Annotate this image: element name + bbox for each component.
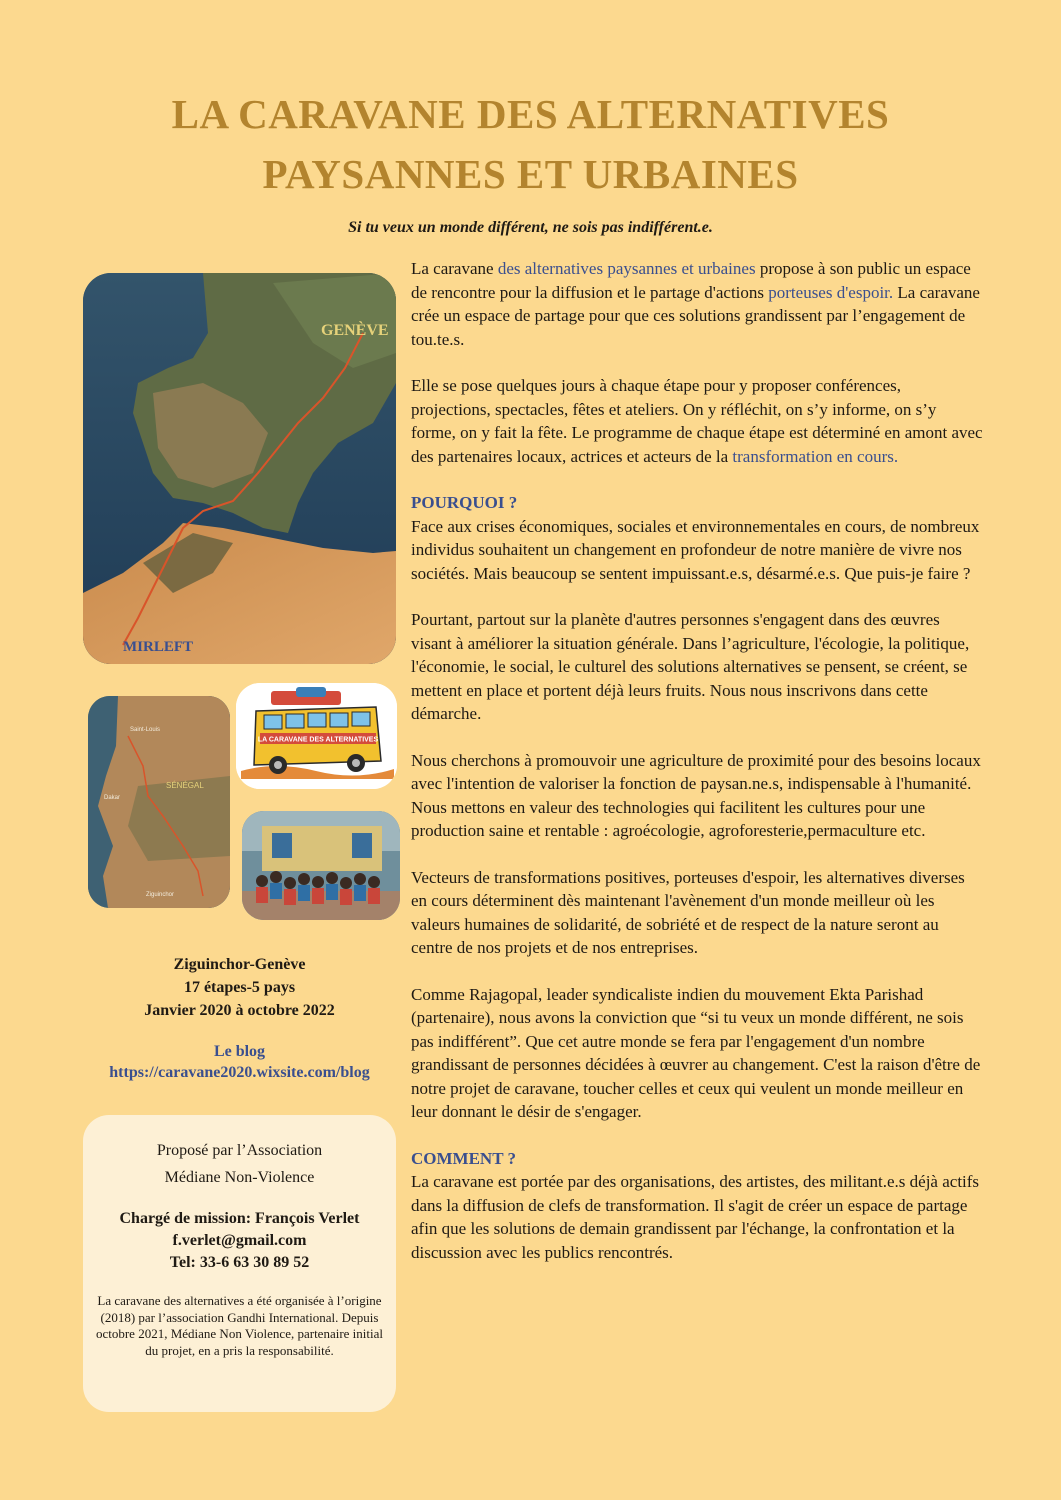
history-note: La caravane des alternatives a été organisée à l’origine (2018) par l’association Gandhi International. Depuis octobre 2021, Médiane Non Violence, partenaire initial du projet, en a pris la responsabilité. <box>95 1293 384 1358</box>
paragraph-vecteurs: Vecteurs de transformations positives, porteuses d'espoir, les alternatives diverses en cours déterminent dès maintenant l'avènement d'un monde meilleur où les valeurs humaines de solidarité, de sobriété et de respect de la nature seront au centre de nos projets et de nos entreprises. <box>411 867 965 957</box>
small-map-label-3: Dakar <box>104 795 121 801</box>
contact-email[interactable]: f.verlet@gmail.com <box>172 1232 307 1249</box>
tagline: Si tu veux un monde différent, ne sois pas indifférent.e. <box>348 219 713 236</box>
contact-block <box>83 1208 396 1274</box>
bus-sign-text: LA CARAVANE DES ALTERNATIVES <box>257 736 379 744</box>
highlight-alternatives: des alternatives paysannes et urbaines <box>497 259 756 278</box>
map-label-mirleft: MIRLEFT <box>123 639 194 655</box>
blog-label: Le blog <box>213 1043 266 1060</box>
title-line-2: PAYSANNES ET URBAINES <box>262 151 799 197</box>
paragraph-crises: Face aux crises économiques, sociales et environnementales en cours, de nombreux individus souhaitent un changement en profondeur de notre manière de vivre nos sociétés. Mais beaucoup se sentent impuissant.e.s, désarmé.e.s. Que puis-je faire ? <box>411 516 980 583</box>
text-run: Elle se pose quelques jours à chaque étape pour y proposer conférences, projections, spectacles, fêtes et ateliers. On y réfléchit, on s’y informe, on s’y forme, on y fait la fête. Le programme de chaque étape est déterminé en amont avec des partenaires locaux, actrices et acteurs de la <box>411 376 983 466</box>
small-map-label-4: Ziguinchor <box>146 892 175 898</box>
page-title <box>0 84 1061 204</box>
proposed-by <box>83 1137 396 1191</box>
association-card <box>83 1115 396 1412</box>
highlight-espoir: porteuses d'espoir. <box>768 282 894 302</box>
paragraph-pourtant: Pourtant, partout sur la planète d'autres personnes s'engagent dans des œuvres visant à améliorer la situation générale. Dans l’agriculture, l'écologie, la politique, l'économie, le social, le culturel des solutions alternatives se pensent, se créent, se mettent en place et portent déjà leurs fruits. Nous nous inscrivons dans cette démarche. <box>411 610 970 723</box>
heading-comment: COMMENT ? <box>411 1148 516 1168</box>
paragraph-intro <box>411 257 983 351</box>
heading-pourquoi: POURQUOI ? <box>411 493 518 512</box>
caravan-bus-illustration <box>236 683 397 789</box>
senegal-map-image <box>88 696 230 908</box>
main-text <box>411 257 983 1287</box>
info-stages: 17 étapes-5 pays <box>183 979 296 996</box>
route-map-image <box>83 273 396 664</box>
map-label-geneve: GENÈVE <box>321 322 389 339</box>
senegal-map-graphic <box>88 696 230 908</box>
bus-graphic <box>236 683 397 789</box>
contact-phone: Tel: 33-6 63 30 89 52 <box>169 1254 310 1271</box>
text-run: La caravane <box>411 259 498 278</box>
info-dates: Janvier 2020 à octobre 2022 <box>144 1002 335 1019</box>
small-map-label-1: Saint-Louis <box>130 727 161 733</box>
small-map-label-2: SÉNÉGAL <box>166 781 204 790</box>
proposed-line-2: Médiane Non-Violence <box>164 1169 315 1186</box>
text-run: propose à son public un espace de rencontre pour la diffusion et le partage d'actions <box>411 259 971 302</box>
group-photo <box>242 811 400 920</box>
paragraph-etapes <box>411 374 983 468</box>
paragraph-agriculture: Nous cherchons à promouvoir une agriculture de proximité pour des besoins locaux avec l'intention de valoriser la fonction de paysan.ne.s, indispensable à l'humanité. Nous mettons en valeur des technologies qui facilitent les cultures pour une production saine et rentable : agroécologie, agroforesterie,permaculture etc. <box>411 750 981 840</box>
info-route: Ziguinchor-Genève <box>173 956 306 973</box>
paragraph-comment: La caravane est portée par des organisations, des artistes, des militant.e.s déjà actifs dans la diffusion de clefs de transformation. Il s'agit de créer un espace de partage afin que les solutions de demain grandissent par l'échange, la confrontation et la discussion avec les publics rencontrés. <box>411 1172 980 1262</box>
text-run: La caravane crée un espace de partage pour que ces solutions grandissent par l’engagement de tou.te.s. <box>411 282 980 349</box>
satellite-map-graphic <box>83 273 396 664</box>
proposed-line-1: Proposé par l’Association <box>156 1142 323 1159</box>
blog-section <box>83 1041 396 1083</box>
highlight-transformation: transformation en cours. <box>732 446 899 466</box>
group-photo-graphic <box>242 811 400 920</box>
paragraph-rajagopal: Comme Rajagopal, leader syndicaliste indien du mouvement Ekta Parishad (partenaire), nous avons la conviction que “si tu veux un monde différent, ne sois pas indifférent”. Que cet autre monde se fera par l'engagement d'un nombre grandissant de personnes décidées à œuvrer au changement. C'est la raison d'être de notre projet de caravane, toucher celles et ceux qui veulent un monde meilleur en leur donnant le désir de s'engager. <box>411 984 981 1121</box>
project-info <box>83 953 396 1022</box>
contact-role: Chargé de mission: François Verlet <box>119 1210 360 1227</box>
title-line-1: LA CARAVANE DES ALTERNATIVES <box>171 91 890 137</box>
blog-link[interactable]: https://caravane2020.wixsite.com/blog <box>109 1064 370 1081</box>
